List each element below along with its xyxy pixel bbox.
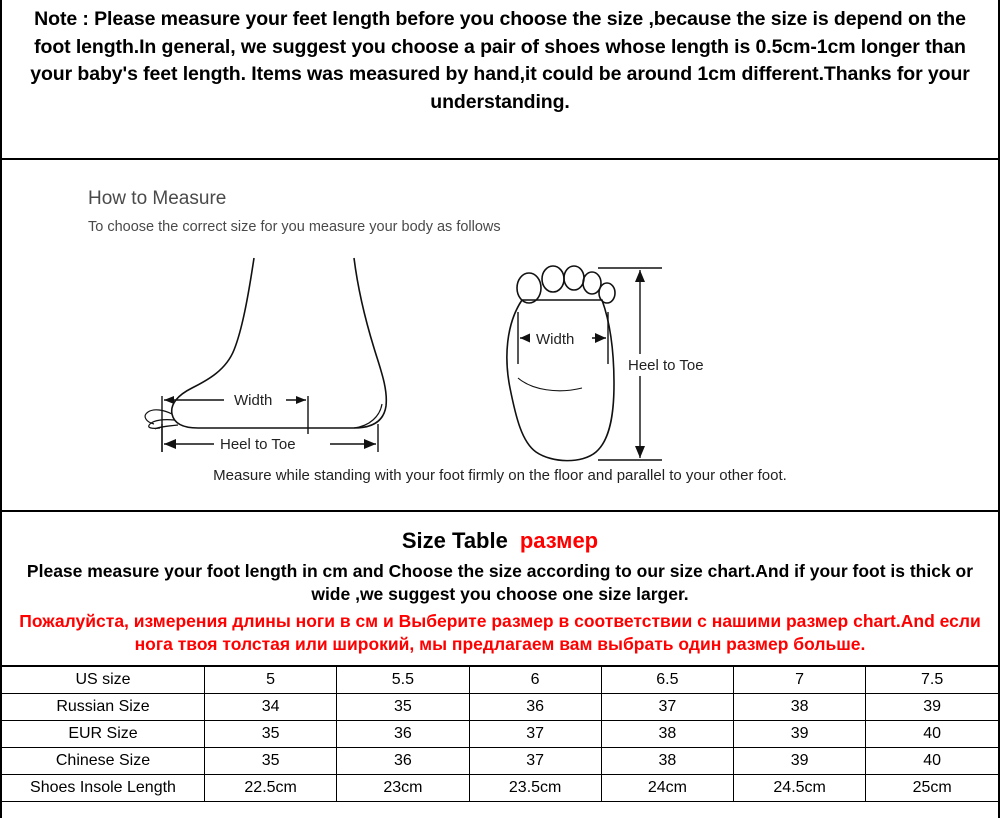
table-row <box>2 721 998 748</box>
table-cell: 38 <box>601 748 733 775</box>
row-label: Russian Size <box>2 694 205 721</box>
table-cell: 35 <box>205 748 337 775</box>
table-cell: 35 <box>337 694 469 721</box>
note-block <box>2 0 998 160</box>
side-view-heel-to-toe-label: Heel to Toe <box>220 436 296 453</box>
table-cell: 39 <box>866 694 998 721</box>
table-cell: 24.5cm <box>734 775 866 802</box>
table-row <box>2 748 998 775</box>
table-cell: 39 <box>734 748 866 775</box>
table-cell: 22.5cm <box>205 775 337 802</box>
table-cell: 38 <box>601 721 733 748</box>
foot-diagram-svg <box>2 238 998 498</box>
measure-caption: Measure while standing with your foot firmly on the floor and parallel to your other foot. <box>213 467 787 484</box>
top-view-width-label: Width <box>536 331 575 348</box>
table-cell: 24cm <box>601 775 733 802</box>
table-cell: 40 <box>866 748 998 775</box>
size-table-heading <box>2 528 998 554</box>
row-label: Chinese Size <box>2 748 205 775</box>
size-table <box>2 665 998 802</box>
top-view-foot-illustration <box>507 266 615 461</box>
table-cell: 23cm <box>337 775 469 802</box>
row-label: US size <box>2 666 205 694</box>
how-to-measure-subtitle: To choose the correct size for you measure your body as follows <box>88 219 501 235</box>
how-to-measure-title: How to Measure <box>88 188 227 209</box>
table-cell: 5 <box>205 666 337 694</box>
size-table-heading-en: Size Table <box>401 528 508 553</box>
table-cell: 6 <box>469 666 601 694</box>
side-view-width-label: Width <box>234 392 273 409</box>
table-row <box>2 775 998 802</box>
table-cell: 6.5 <box>601 666 733 694</box>
table-cell: 36 <box>337 721 469 748</box>
size-description-ru: Пожалуйста, измерения длины ноги в см и Выберите размер в соответствии с нашими размер chart.And если нога твоя толстая или широкий, мы предлагаем вам выбрать один размер больше. <box>19 610 981 654</box>
table-cell: 38 <box>734 694 866 721</box>
table-cell: 36 <box>337 748 469 775</box>
table-cell: 23.5cm <box>469 775 601 802</box>
size-table-heading-ru: размер <box>519 528 599 553</box>
table-row <box>2 694 998 721</box>
top-view-heel-to-toe-label: Heel to Toe <box>628 357 704 374</box>
table-cell: 40 <box>866 721 998 748</box>
table-cell: 7.5 <box>866 666 998 694</box>
table-cell: 37 <box>469 721 601 748</box>
table-cell: 34 <box>205 694 337 721</box>
table-cell: 7 <box>734 666 866 694</box>
table-cell: 36 <box>469 694 601 721</box>
size-description-en: Please measure your foot length in cm and Choose the size according to our size chart.And if your foot is thick or wide ,we suggest you choose one size larger. <box>26 561 974 605</box>
table-cell: 35 <box>205 721 337 748</box>
table-cell: 37 <box>469 748 601 775</box>
how-to-measure-block <box>2 160 998 512</box>
table-row <box>2 666 998 694</box>
size-table-block <box>2 512 998 802</box>
foot-diagrams <box>2 238 998 498</box>
table-cell: 25cm <box>866 775 998 802</box>
table-cell: 39 <box>734 721 866 748</box>
table-cell: 5.5 <box>337 666 469 694</box>
note-text: Note : Please measure your feet length before you choose the size ,because the size is depend on the foot length.In general, we suggest you choose a pair of shoes whose length is 0.5cm-1cm longer than your baby's feet length. Items was measured by hand,it could be around 1cm different.Thanks for your understanding. <box>30 8 970 114</box>
row-label: EUR Size <box>2 721 205 748</box>
row-label: Shoes Insole Length <box>2 775 205 802</box>
table-cell: 37 <box>601 694 733 721</box>
